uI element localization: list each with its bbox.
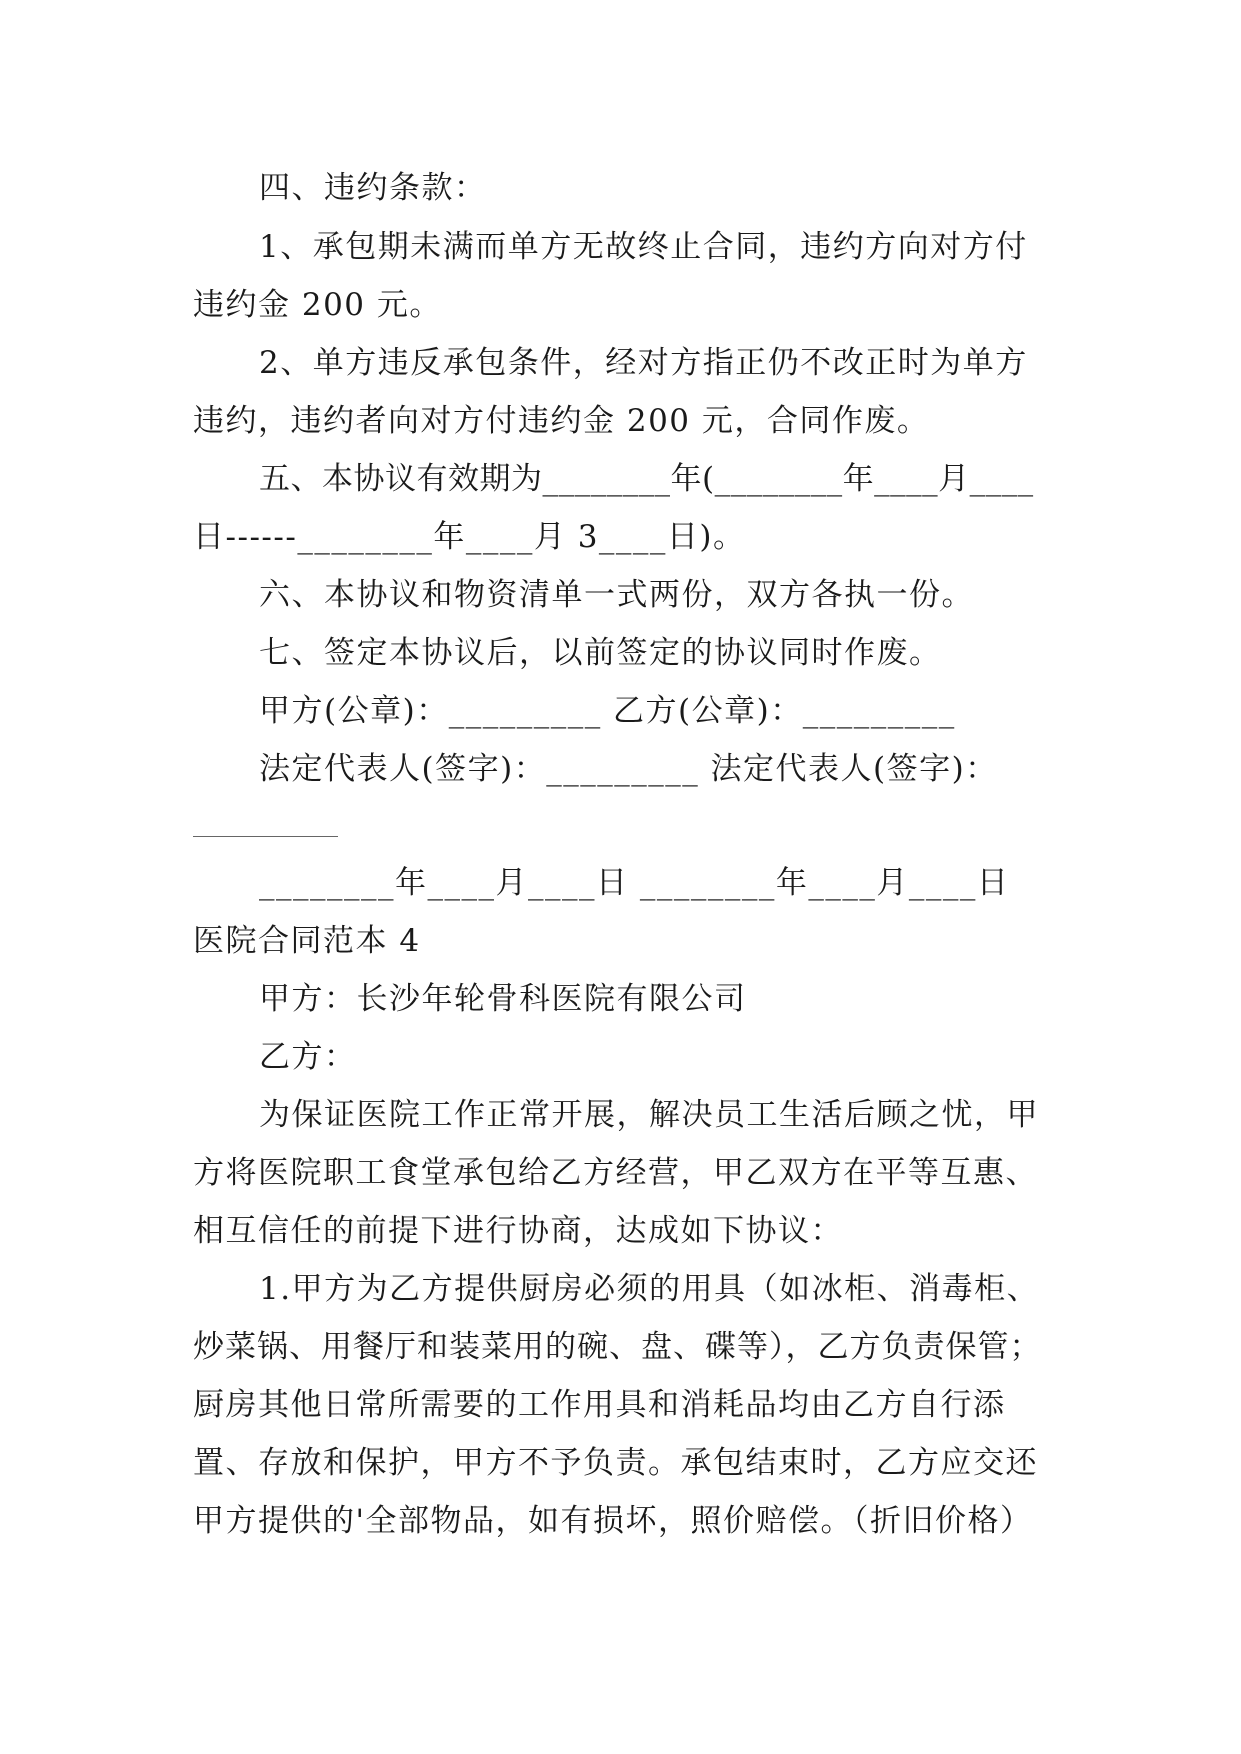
party-a-line: 甲方：长沙年轮骨科医院有限公司 — [259, 981, 747, 1017]
paragraph-line: 相互信任的前提下进行协商，达成如下协议： — [193, 1213, 843, 1249]
paragraph-line: 置、存放和保护，甲方不予负责。承包结束时，乙方应交还 — [193, 1445, 1038, 1481]
paragraph-line: 为保证医院工作正常开展，解决员工生活后顾之忧，甲 — [259, 1097, 1039, 1133]
section-heading-breach-terms: 四、违约条款： — [259, 170, 487, 206]
paragraph-line: 1.甲方为乙方提供厨房必须的用具（如冰柜、消毒柜、 — [259, 1271, 1040, 1307]
paragraph-line: 1、承包期未满而单方无故终止合同，违约方向对方付 — [259, 229, 1028, 265]
paragraph-line: 方将医院职工食堂承包给乙方经营，甲乙双方在平等互惠、 — [193, 1155, 1038, 1191]
signature-seal-line: 甲方(公章)：_________ 乙方(公章)：_________ — [259, 693, 956, 729]
paragraph-line: 七、签定本协议后，以前签定的协议同时作废。 — [259, 635, 942, 671]
paragraph-line: 六、本协议和物资清单一式两份，双方各执一份。 — [259, 577, 974, 613]
paragraph-line: 炒菜锅、用餐厅和装菜用的碗、盘、碟等），乙方负责保管； — [193, 1329, 1042, 1365]
paragraph-line: 甲方提供的'全部物品，如有损坏，照价赔偿。（折旧价格） — [193, 1503, 1033, 1539]
signature-representative-line: 法定代表人(签字)：_________ 法定代表人(签字)： — [259, 751, 998, 787]
signature-date-line: ________年____月____日 ________年____月____日 — [259, 865, 1010, 901]
paragraph-line: 2、单方违反承包条件，经对方指正仍不改正时为单方 — [259, 345, 1028, 381]
paragraph-line: 违约，违约者向对方付违约金 200 元，合同作废。 — [193, 403, 930, 439]
paragraph-line: 日------________年____月 3____日)。 — [193, 519, 746, 555]
party-b-line: 乙方： — [259, 1039, 357, 1075]
document-title: 医院合同范本 4 — [193, 923, 421, 959]
paragraph-line: 厨房其他日常所需要的工作用具和消耗品均由乙方自行添 — [193, 1387, 1006, 1423]
paragraph-line: 违约金 200 元。 — [193, 287, 442, 323]
paragraph-line: 五、本协议有效期为________年(________年____月____ — [259, 461, 1034, 497]
signature-blank-line — [193, 836, 338, 837]
